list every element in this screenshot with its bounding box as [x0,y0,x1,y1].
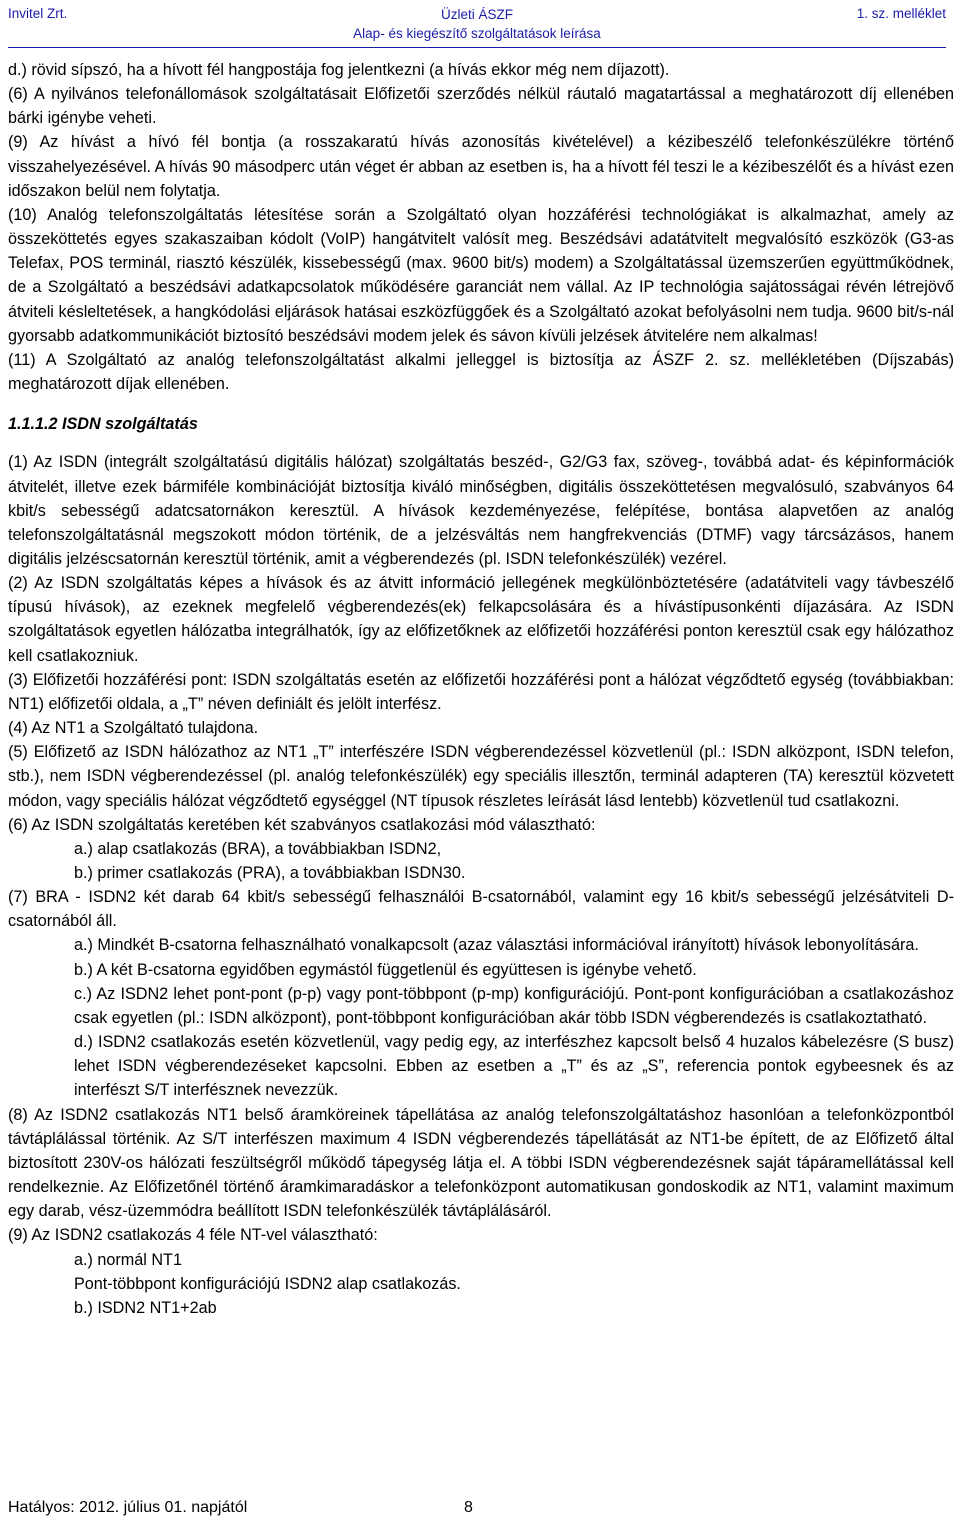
paragraph: (8) Az ISDN2 csatlakozás NT1 belső áramköreinek tápellátása az analóg telefonszolgáltatáshoz hasonlóan a telefonközpontból távtáplálással történik. Az S/T interfészen maximum 4 ISDN végberendezés tápellátását az NT1-be épített, de az Előfizető által biztosított 230V-os hálózati feszültségről működő tápegység látja el. A többi ISDN végberendezésnek saját tápáramellátással kell rendelkeznie. Az Előfizetőnél történő áramkimaradáskor a telefonközpont automatikusan gondoskodik az NT1, valamint maximum egy darab, vész-üzemmódra beállított ISDN telefonkészülék távtáplálásáról. [8,1105,954,1221]
paragraph: (4) Az NT1 a Szolgáltató tulajdona. [8,719,259,738]
footer-page-number: 8 [464,1499,473,1516]
header-company: Invitel Zrt. [8,6,68,21]
paragraph: (7) BRA - ISDN2 két darab 64 kbit/s sebességű felhasználói B-csatornából, valamint egy 16 kbit/s sebességű jelzésátviteli D-csatornából áll. [8,888,954,931]
header-document-title: Üzleti ÁSZF [440,7,513,22]
paragraph: d.) rövid sípszó, ha a hívott fél hangpostája fog jelentkezni (a hívás ekkor még nem díjazott). [8,61,670,79]
paragraph: (11) A Szolgáltató az analóg telefonszolgáltatást alkalmi jelleggel is biztosítja az ÁSZF 2. sz. mellékletében (Díjszabás) meghatározott díjak ellenében. [8,350,954,394]
list-item: c.) Az ISDN2 lehet pont-pont (p-p) vagy pont-többpont (p-mp) konfigurációjú. Pont-pont konfigurációban a csatlakozáshoz csak egyetlen (pl.: ISDN alközpont), pont-többpont konfigurációban akár több ISDN végberendezés is csatlakoztatható. [74,984,954,1027]
section-heading: 1.1.1.2 ISDN szolgáltatás [8,415,198,434]
page-header [8,4,946,44]
footer-effective-date: Hatályos: 2012. július 01. napjától [8,1499,248,1516]
list-item: a.) normál NT1 [74,1250,182,1269]
paragraph: (3) Előfizetői hozzáférési pont: ISDN szolgáltatás esetén az előfizetői hozzáférési pont a hálózat végződtető egység (továbbiakban: NT1) előfizetői oldala, a „T” néven definiált és jelölt interfész. [8,670,954,713]
paragraph: (6) Az ISDN szolgáltatás keretében két szabványos csatlakozási mód választható: [8,815,596,834]
list-item: b.) ISDN2 NT1+2ab [74,1298,217,1317]
paragraph: (10) Analóg telefonszolgáltatás létesítése során a Szolgáltató olyan hozzáférési technológiákat is alkalmazhat, amely az összeköttetés egyes szakaszaiban kódolt (VoIP) hangátvitelt valósít meg. Beszédsávi adatátvitelt megvalósító eszközök (G3-as Telefax, POS terminál, riasztó készülék, kissebességű (max. 9600 bit/s) modem) a Szolgáltatással üzemszerűen együttműködnek, de a Szolgáltató a beszédsávi adatkapcsolatok működésére garanciát nem vállal. Az IP technológia sajátosságai révén létrejövő átviteli késleltetések, a hangkódolási eljárások hatásai eszközfüggőek és a Szolgáltató azokat befolyásolni nem tudja. 9600 bit/s-nál gyorsabb adatkommunikációt biztosító beszédsávi modem jelek és sávon kívüli jelzések átvitelére nem alkalmas! [8,205,954,345]
list-item: a.) alap csatlakozás (BRA), a továbbiakban ISDN2, [74,839,442,858]
list-item-detail: Pont-többpont konfigurációjú ISDN2 alap csatlakozás. [74,1274,461,1293]
page-footer [8,1497,946,1523]
paragraph: (2) Az ISDN szolgáltatás képes a hívások és az átvitt információ jellegének megkülönböztetésére (adatátviteli vagy távbeszélő típusú hívások), az ezeknek megfelelő végberendezés(ek) felkapcsolására és a hívástípusonkénti díjazására. Az ISDN szolgáltatások egyetlen hálózatba integrálhatók, így az előfizetőknek az előfizetői hozzáférési ponton keresztül csak egy hálózathoz kell csatlakozniuk. [8,574,954,665]
paragraph: (1) Az ISDN (integrált szolgáltatású digitális hálózat) szolgáltatás beszéd-, G2/G3 fax, szöveg-, továbbá adat- és képinformációk átvitelét, illetve ezek bármiféle kombinációját biztosítja kiváló minőségben, digitális összeköttetésen megvalósuló, szabványos 64 kbit/s sebességű adatcsatornákon keresztül. A hívások kezdeményezése, felépítése, bontása alapvetően az analóg telefonszolgáltatásnál megszokott módon történik, de a jelzésváltás nem hangfrekvenciás (DTMF) vagy tárcsázásos, hanem digitális jelzéscsatornán keresztül történik, amit a végberendezés (pl. ISDN telefonkészülék) vezérel. [8,453,954,568]
list-item: b.) A két B-csatorna egyidőben egymástól függetlenül és együttesen is igénybe vehető. [74,960,697,979]
header-annex-label: 1. sz. melléklet [856,6,946,21]
document-body [8,58,954,1320]
paragraph: (5) Előfizető az ISDN hálózathoz az NT1 „T” interfészére ISDN végberendezéssel közvetlenül (pl.: ISDN alközpont, ISDN telefon, stb.), nem ISDN végberendezéssel (pl. analóg telefonkészülék) egy speciális illesztőn, terminál adapteren (TA) keresztül közvetett módon, vagy speciális hálózat végződtető egységgel (NT típusok részletes leírását lásd lentebb) közvetlenül tud csatlakozni. [8,743,954,810]
header-document-subtitle: Alap- és kiegészítő szolgáltatások leírása [353,26,601,41]
paragraph: (9) Az ISDN2 csatlakozás 4 féle NT-vel választható: [8,1226,378,1245]
list-item: b.) primer csatlakozás (PRA), a továbbiakban ISDN30. [74,864,466,882]
list-item: a.) Mindkét B-csatorna felhasználható vonalkapcsolt (azaz választási információval irányított) hívások lebonyolítására. [74,936,919,955]
paragraph: (6) A nyilvános telefonállomások szolgáltatásait Előfizetői szerződés nélkül ráutaló magatartással a meghatározott díj ellenében bárki igénybe veheti. [8,85,954,128]
paragraph: (9) Az hívást a hívó fél bontja (a rosszakaratú hívás azonosítás kivételével) a kézibeszélő telefonkészülékre történő visszahelyezésével. A hívás 90 másodperc után véget ér abban az esetben is, ha a hívott fél teszi le a kézibeszélőt és a hívást ezen időszakon belül nem folytatja. [8,133,954,200]
list-item: d.) ISDN2 csatlakozás esetén közvetlenül, vagy pedig egy, az interfészhez kapcsolt belső 4 huzalos kábelezésre (S busz) lehet ISDN végberendezéseket kapcsolni. Ebben az esetben a „T” és az „S”, referencia pontok egybeesnek és az interfészt S/T interfésznek nevezzük. [74,1033,954,1100]
header-divider [8,47,946,48]
